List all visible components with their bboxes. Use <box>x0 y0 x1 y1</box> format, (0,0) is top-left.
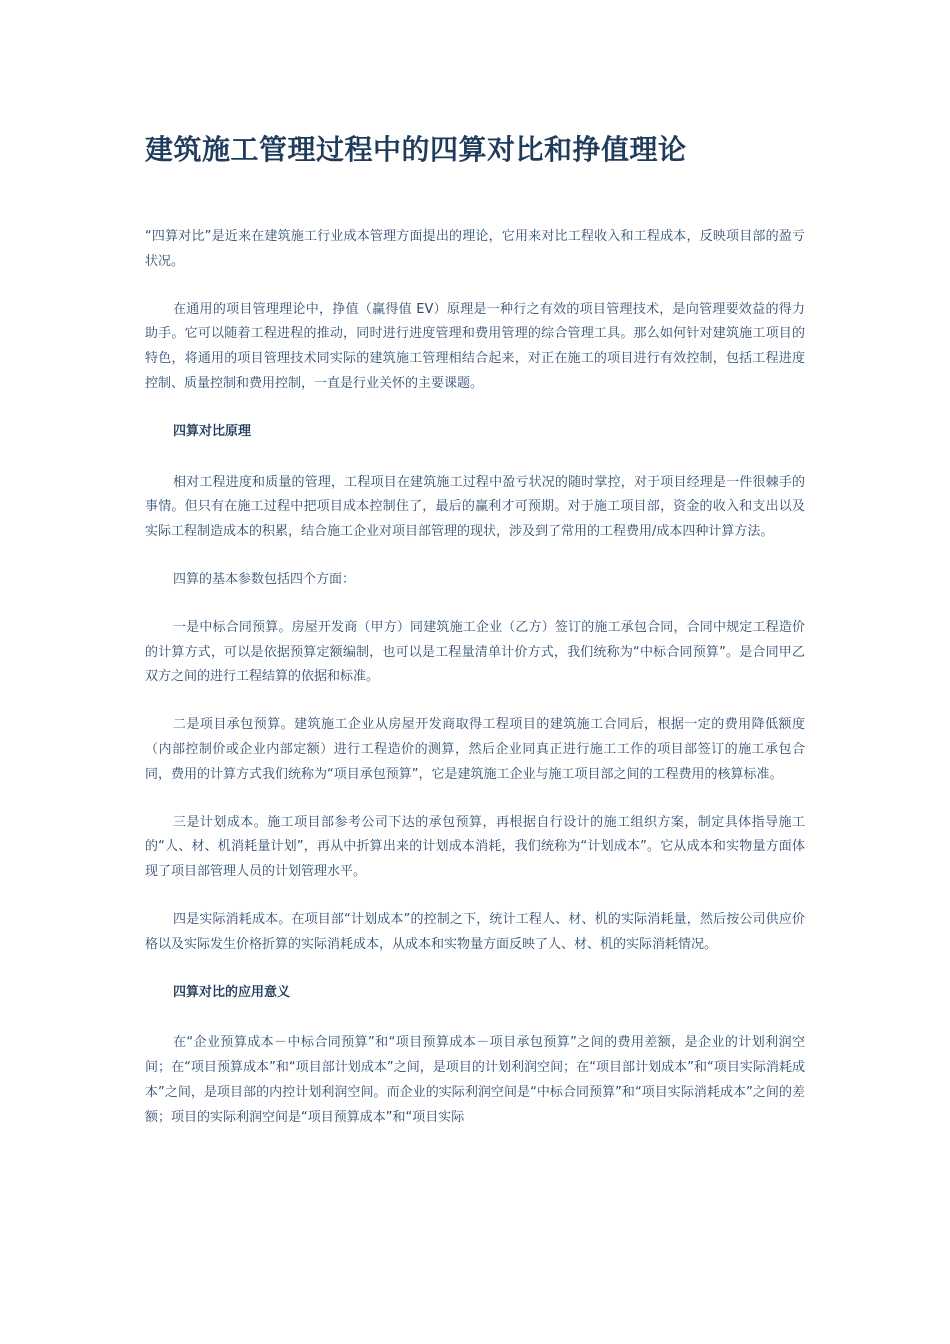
paragraph-item-1: 一是中标合同预算。房屋开发商（甲方）同建筑施工企业（乙方）签订的施工承包合同，合同中规定工程造价的计算方式，可以是依据预算定额编制，也可以是工程量清单计价方式，我们统称为“中标合同预算”。是合同甲乙双方之间的进行工程结算的依据和标准。 <box>145 619 805 685</box>
paragraph-earned-value: 在通用的项目管理理论中，挣值（赢得值 EV）原理是一种行之有效的项目管理技术，是向管理要效益的得力助手。它可以随着工程进程的推动，同时进行进度管理和费用管理的综合管理工具。那么如何针对建筑施工项目的特色，将通用的项目管理技术同实际的建筑施工管理相结合起来，对正在施工的项目进行有效控制，包括工程进度控制、质量控制和费用控制，一直是行业关怀的主要课题。 <box>145 301 805 391</box>
paragraph-parameters: 四算的基本参数包括四个方面： <box>173 571 356 587</box>
document-title: 建筑施工管理过程中的四算对比和挣值理论 <box>145 133 687 166</box>
section-heading-principle: 四算对比原理 <box>173 423 252 439</box>
document-body <box>145 225 805 1154</box>
section-heading-significance: 四算对比的应用意义 <box>173 984 291 1000</box>
paragraph-significance: 在“企业预算成本－中标合同预算”和“项目预算成本－项目承包预算”之间的费用差额，是企业的计划利润空间；在“项目预算成本”和“项目部计划成本”之间，是项目的计划利润空间；在“项目部计划成本”和“项目实际消耗成本”之间，是项目部的内控计划利润空间。而企业的实际利润空间是“中标合同预算”和“项目实际消耗成本”之间的差额；项目的实际利润空间是“项目预算成本”和“项目实际 <box>145 1035 805 1125</box>
paragraph-principle: 相对工程进度和质量的管理，工程项目在建筑施工过程中盈亏状况的随时掌控，对于项目经理是一件很棘手的事情。但只有在施工过程中把项目成本控制住了，最后的赢利才可预期。对于施工项目部，资金的收入和支出以及实际工程制造成本的积累，结合施工企业对项目部管理的现状，涉及到了常用的工程费用/成本四种计算方法。 <box>145 474 805 540</box>
paragraph-item-3: 三是计划成本。施工项目部参考公司下达的承包预算，再根据自行设计的施工组织方案，制定具体指导施工的“人、材、机消耗量计划”，再从中折算出来的计划成本消耗，我们统称为“计划成本”。它从成本和实物量方面体现了项目部管理人员的计划管理水平。 <box>145 814 805 880</box>
paragraph-item-2: 二是项目承包预算。建筑施工企业从房屋开发商取得工程项目的建筑施工合同后，根据一定的费用降低额度（内部控制价或企业内部定额）进行工程造价的测算，然后企业同真正进行施工工作的项目部签订的施工承包合同，费用的计算方式我们统称为“项目承包预算”，它是建筑施工企业与施工项目部之间的工程费用的核算标准。 <box>145 717 805 782</box>
paragraph-item-4: 四是实际消耗成本。在项目部“计划成本”的控制之下，统计工程人、材、机的实际消耗量，然后按公司供应价格以及实际发生价格折算的实际消耗成本，从成本和实物量方面反映了人、材、机的实际消耗情况。 <box>145 911 805 952</box>
paragraph-intro: “四算对比”是近来在建筑施工行业成本管理方面提出的理论，它用来对比工程收入和工程成本，反映项目部的盈亏状况。 <box>145 229 805 269</box>
